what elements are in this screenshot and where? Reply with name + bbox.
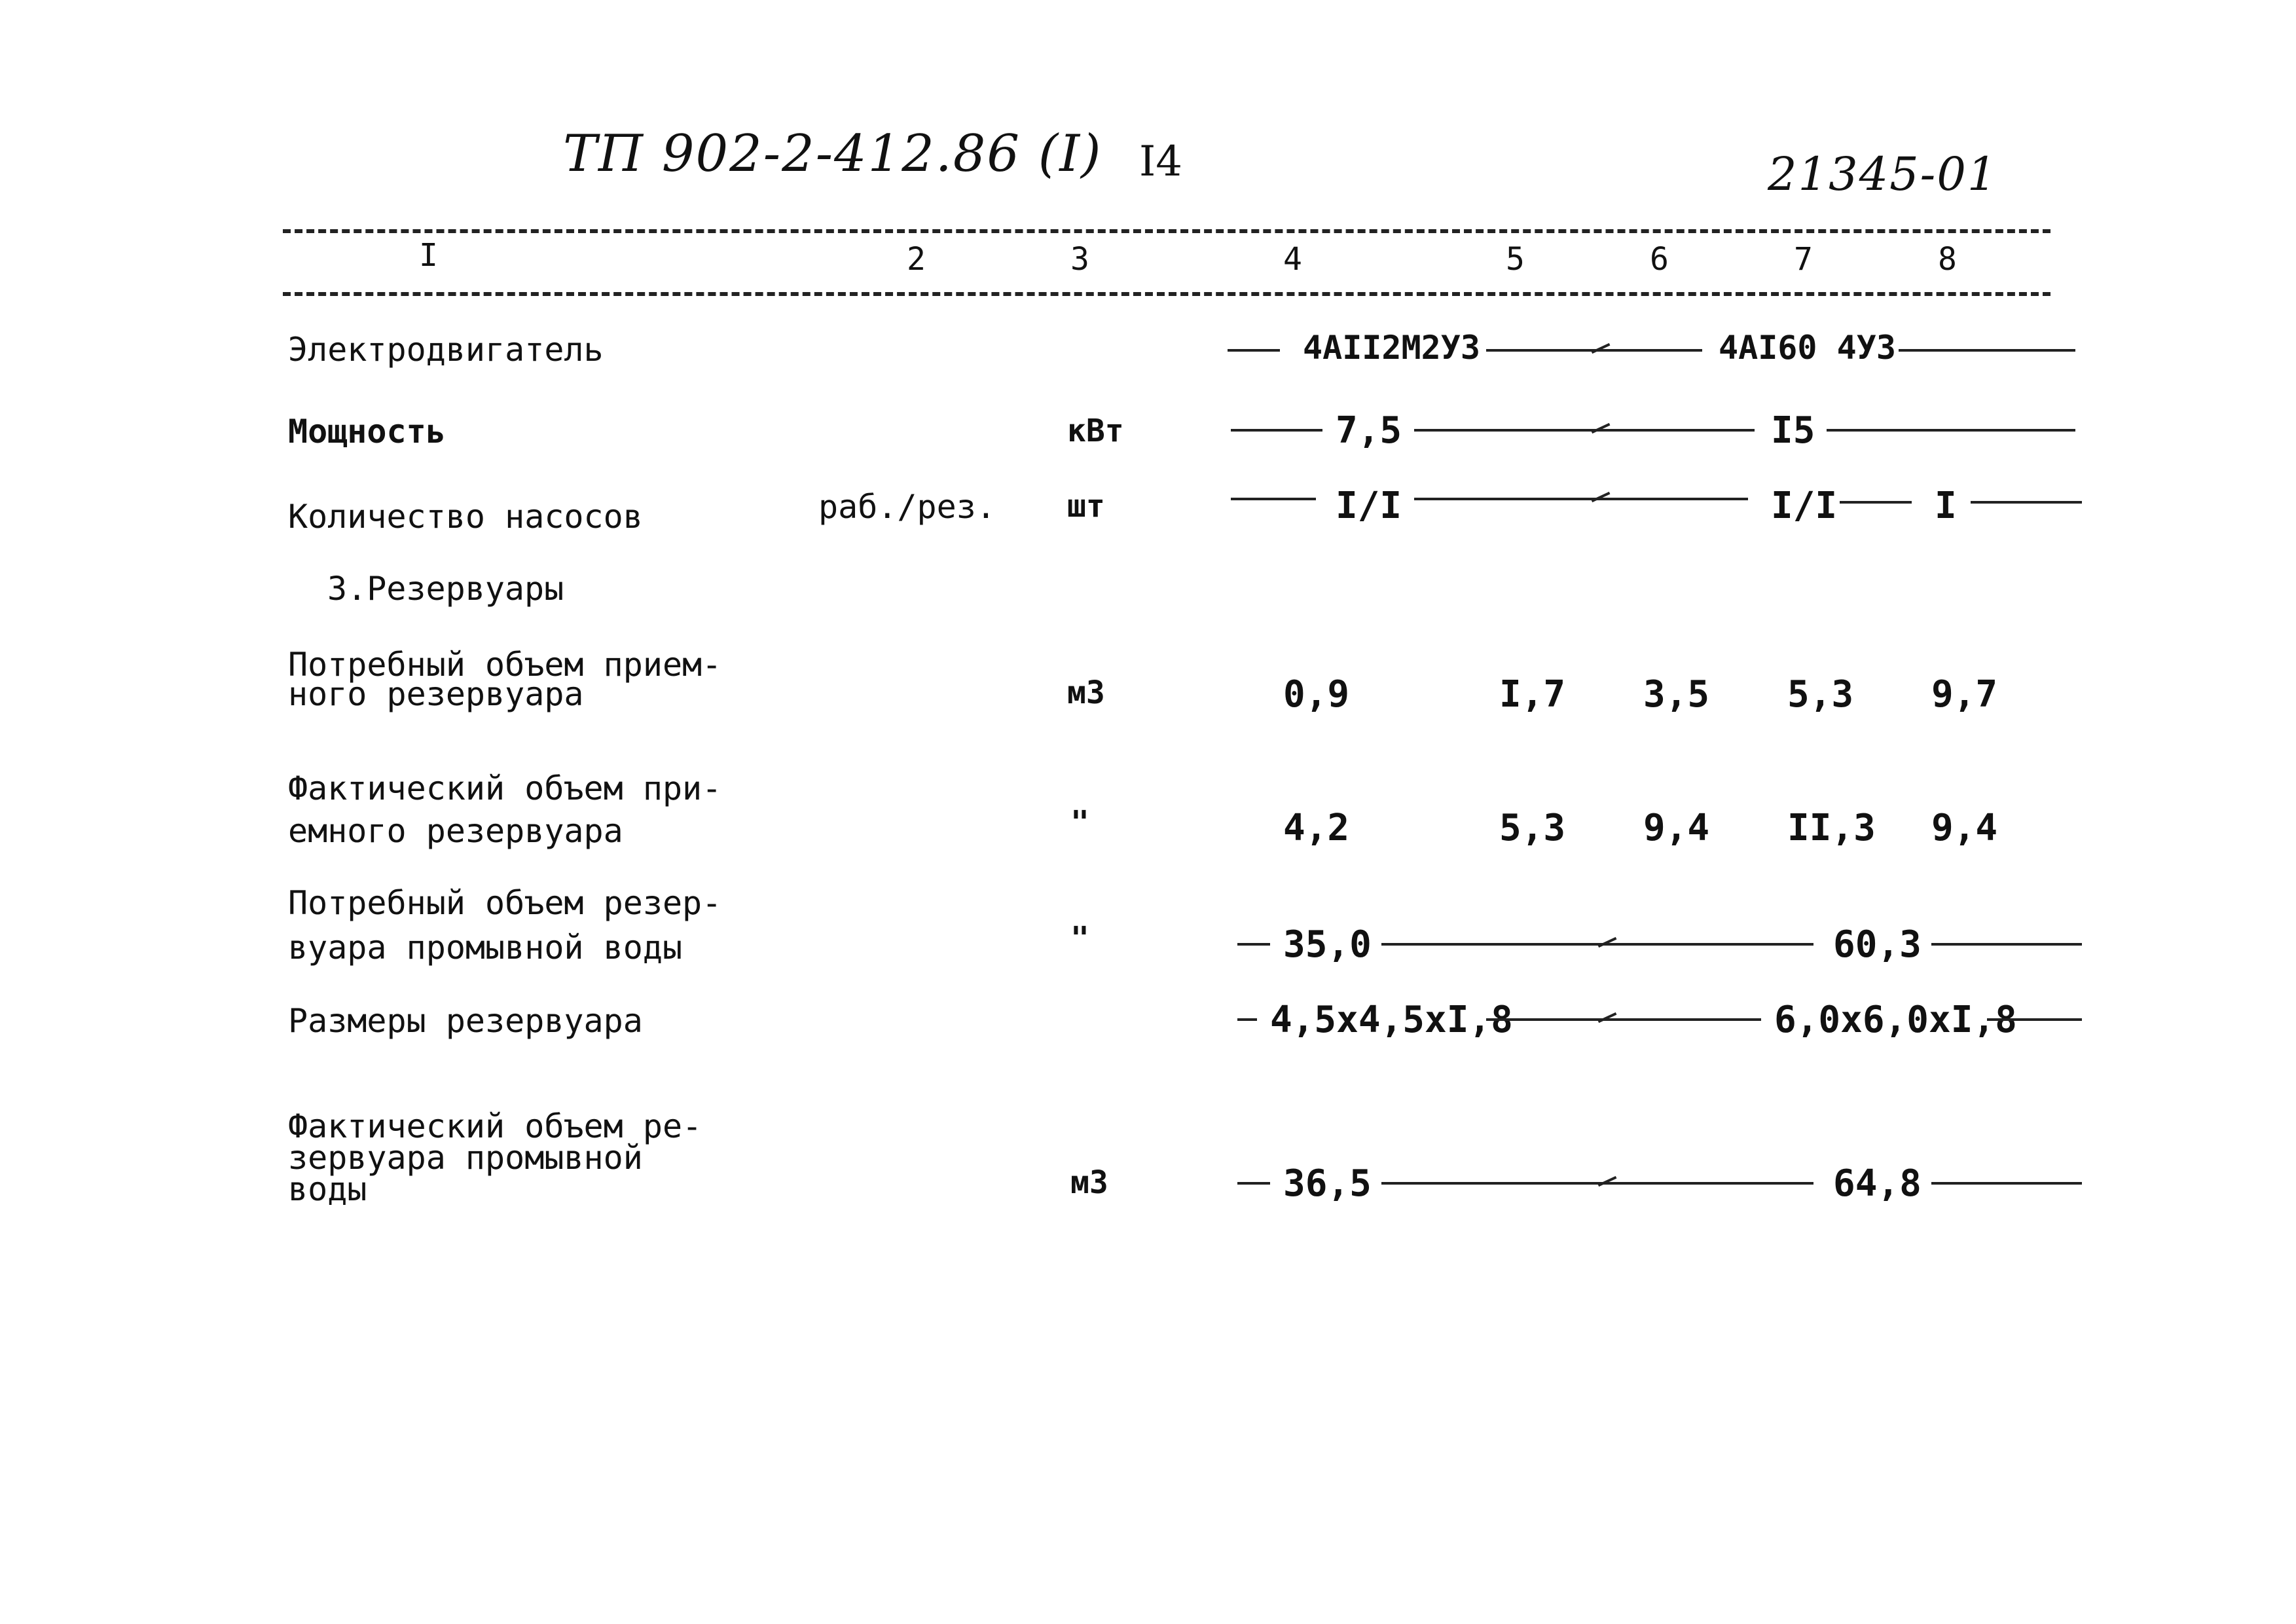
req-volume-col4: 0,9 (1283, 673, 1350, 716)
section-heading: 3.Резервуары (327, 570, 564, 608)
range-line (1228, 349, 1280, 352)
row-label-act-volume: Фактический объем при- (288, 769, 722, 807)
row-label-req-volume: Потребный объем прием- (288, 646, 722, 684)
motor-value-1: 4АII2М2УЗ (1303, 329, 1480, 367)
range-tick (1592, 423, 1611, 434)
column-number: 8 (1938, 241, 1957, 278)
act-volume-col5: 5,3 (1499, 807, 1566, 849)
dims-value-1: 4,5x4,5xI,8 (1270, 999, 1513, 1041)
pumps-note: раб./рез. (818, 488, 996, 526)
range-line (1231, 429, 1322, 432)
range-line (1237, 1182, 1270, 1185)
column-number: 3 (1070, 241, 1089, 278)
act-wash-value-2: 64,8 (1833, 1162, 1922, 1205)
unit: " (1070, 804, 1089, 841)
column-number: 4 (1283, 241, 1302, 278)
range-line (1237, 943, 1270, 946)
range-tick (1592, 492, 1611, 502)
pumps-value-2: I/I (1771, 485, 1838, 527)
range-line (1486, 1018, 1761, 1021)
act-volume-col7: II,3 (1787, 807, 1876, 849)
req-volume-col5: I,7 (1499, 673, 1566, 716)
req-volume-col7: 5,3 (1787, 673, 1854, 716)
range-line (1840, 501, 1912, 504)
row-label-act-wash: Фактический объем ре- (288, 1107, 702, 1145)
power-value-2: I5 (1771, 409, 1815, 452)
range-line (1414, 429, 1755, 432)
range-line (1231, 498, 1316, 500)
range-line (1899, 349, 2075, 352)
document-code: ТП 902-2-412.86 (I) (563, 124, 1102, 183)
header-rule-top (283, 229, 2050, 233)
range-line (1414, 498, 1748, 500)
column-number: I (419, 237, 438, 274)
req-volume-col6: 3,5 (1643, 673, 1710, 716)
range-tick (1592, 343, 1611, 354)
row-label-req-volume-2: ного резервуара (288, 675, 584, 713)
page-number: I4 (1139, 138, 1182, 186)
act-volume-col8: 9,4 (1931, 807, 1998, 849)
pumps-value-1: I/I (1336, 485, 1402, 527)
row-label-act-wash-2: зервуара промывной (288, 1139, 643, 1177)
unit: " (1070, 920, 1089, 957)
column-number: 5 (1506, 241, 1525, 278)
column-number: 7 (1794, 241, 1813, 278)
header-rule-bottom (283, 292, 2050, 296)
range-line (1931, 1182, 2082, 1185)
range-tick (1598, 1012, 1617, 1023)
req-wash-value-1: 35,0 (1283, 923, 1372, 966)
range-line (1987, 1018, 2082, 1021)
range-tick (1598, 1176, 1617, 1187)
column-number: 6 (1650, 241, 1669, 278)
unit: м3 (1070, 1164, 1108, 1201)
range-tick (1598, 937, 1617, 948)
row-label-req-wash-2: вуара промывной воды (288, 929, 683, 967)
act-volume-col4: 4,2 (1283, 807, 1350, 849)
req-wash-value-2: 60,3 (1833, 923, 1922, 966)
range-line (1827, 429, 2075, 432)
row-label-power: Мощность (288, 413, 446, 451)
column-number: 2 (907, 241, 926, 278)
range-line (1971, 501, 2082, 504)
unit: кВт (1067, 413, 1124, 449)
unit: м3 (1067, 674, 1105, 711)
range-line (1931, 943, 2082, 946)
power-value-1: 7,5 (1336, 409, 1402, 452)
pumps-value-3: I (1935, 485, 1957, 527)
row-label-motor: Электродвигатель (288, 331, 604, 369)
row-label-req-wash: Потребный объем резер- (288, 884, 722, 922)
row-label-pumps: Количество насосов (288, 498, 643, 536)
req-volume-col8: 9,7 (1931, 673, 1998, 716)
archive-number: 21345-01 (1768, 147, 1998, 201)
row-label-act-volume-2: емного резервуара (288, 812, 623, 850)
motor-value-2: 4АI60 4УЗ (1719, 329, 1896, 367)
act-wash-value-1: 36,5 (1283, 1162, 1372, 1205)
act-volume-col6: 9,4 (1643, 807, 1710, 849)
range-line (1237, 1018, 1257, 1021)
row-label-act-wash-3: воды (288, 1170, 367, 1208)
dims-value-2: 6,0x6,0xI,8 (1774, 999, 2017, 1041)
unit: шт (1067, 488, 1105, 525)
row-label-dims: Размеры резервуара (288, 1002, 643, 1040)
